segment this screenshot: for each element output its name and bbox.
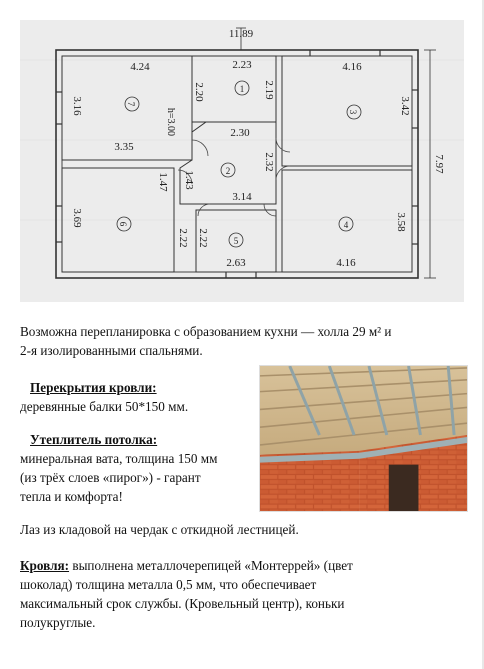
roofing-line-1 <box>20 556 353 575</box>
insulation-line-1: минеральная вата, толщина 150 мм <box>20 451 218 466</box>
room-number-6: 6 <box>118 221 128 227</box>
dim-r3-top: 4.16 <box>342 61 362 73</box>
roofing-line-3: максимальный срок службы. (Кровельный центр), коньки <box>20 596 345 611</box>
dim-r3-right: 3.42 <box>399 96 411 116</box>
dim-r4-right: 3.58 <box>395 212 407 232</box>
roofing-line-1-rest: выполнена металлочерепицей «Монтеррей» (цвет <box>69 558 353 573</box>
dim-r2-right: 2.32 <box>263 152 275 172</box>
dim-r1-top: 2.23 <box>232 59 252 71</box>
dim-right-side: 7.97 <box>433 154 445 174</box>
intro-line-2: 2-я изолированными спальнями. <box>20 343 203 358</box>
dim-r6-corner-a: 1.47 <box>157 172 169 192</box>
insulation-heading: Утеплитель потолка: <box>30 432 158 447</box>
ceiling-photo <box>259 365 468 512</box>
room-number-2: 2 <box>225 166 231 176</box>
dim-r2-top: 2.30 <box>230 127 250 139</box>
insulation-line-2: (из трёх слоев «пирог») - гарант <box>20 470 201 485</box>
roofing-line-2: шоколад) толщина металла 0,5 мм, что обеспечивает <box>20 577 317 592</box>
dim-height: h=3.00 <box>165 107 176 137</box>
roofing-line-4: полукруглые. <box>20 615 96 630</box>
roof-text: деревянные балки 50*150 мм. <box>20 399 189 414</box>
dim-r7-top: 4.24 <box>130 61 150 73</box>
room-number-7: 7 <box>126 101 136 107</box>
dim-total-width: 11.89 <box>228 28 254 40</box>
dim-r5-bottom: 2.63 <box>226 257 246 269</box>
dim-r6-left: 3.69 <box>71 208 83 228</box>
floor-plan <box>20 20 464 302</box>
intro-line-1: Возможна перепланировка с образованием кухни — холла 29 м² и <box>20 324 392 339</box>
roofing-heading: Кровля: <box>20 558 70 573</box>
insulation-line-3: тепла и комфорта! <box>20 489 123 504</box>
room-number-5: 5 <box>233 236 239 246</box>
dim-r1-right: 2.19 <box>263 80 275 100</box>
roof-heading: Перекрытия кровли: <box>30 380 157 395</box>
dim-r7-left: 3.16 <box>71 96 83 116</box>
dim-r7-bottom: 3.35 <box>114 141 134 153</box>
dim-r6-corner-b: 1.43 <box>183 170 195 190</box>
dim-r2-bottom: 3.14 <box>232 191 252 203</box>
room-number-3: 3 <box>348 109 358 115</box>
room-number-4: 4 <box>343 220 349 230</box>
room-number-1: 1 <box>239 84 245 94</box>
dim-r7-right: 2.20 <box>193 82 205 102</box>
dim-r5-left: 2.22 <box>197 228 209 248</box>
dim-r6-right: 2.22 <box>177 228 189 248</box>
dim-r4-bottom: 4.16 <box>336 257 356 269</box>
attic-text: Лаз из кладовой на чердак с откидной лестницей. <box>20 522 299 537</box>
